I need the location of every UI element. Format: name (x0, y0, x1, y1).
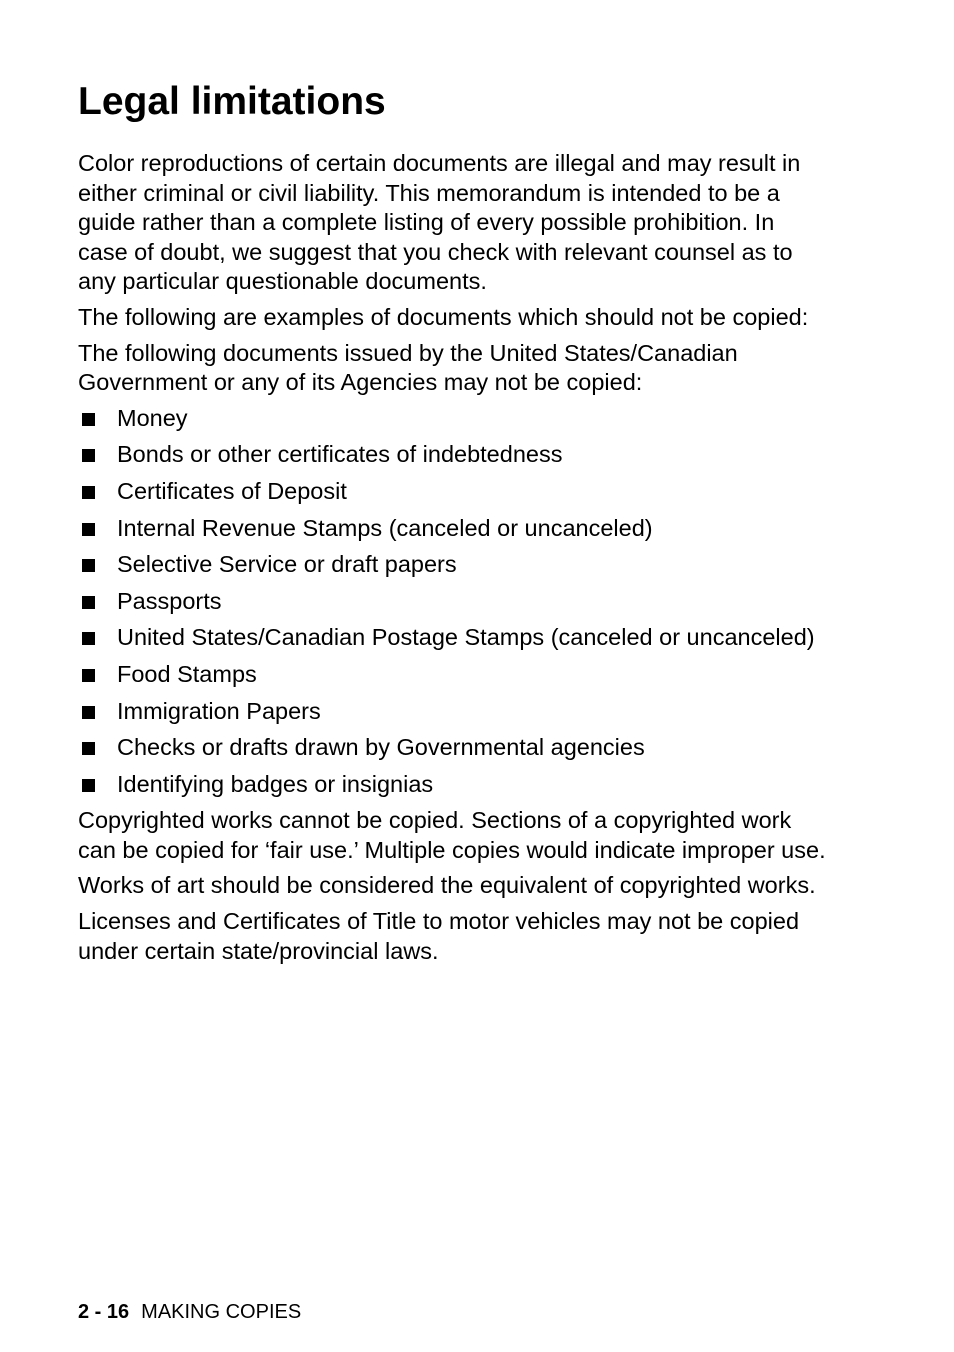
list-item (78, 623, 828, 653)
square-bullet-icon (82, 486, 95, 499)
paragraph-government: The following documents issued by the United States/Canadian Government or any of its Agencies may not be copied: (78, 339, 738, 396)
section-name: MAKING COPIES (141, 1301, 302, 1323)
square-bullet-icon (82, 742, 95, 755)
paragraph-works-of-art: Works of art should be considered the equivalent of copyrighted works. (78, 872, 816, 899)
square-bullet-icon (82, 559, 95, 572)
list-item-text: Internal Revenue Stamps (canceled or uncanceled) (117, 514, 653, 541)
list-item (78, 550, 828, 580)
list-item (78, 770, 828, 800)
list-item-text: Passports (117, 587, 222, 614)
list-item-text: Certificates of Deposit (117, 477, 347, 504)
page-content (78, 78, 828, 972)
paragraph-examples: The following are examples of documents which should not be copied: (78, 303, 809, 330)
list-item (78, 477, 828, 507)
list-item-text: Immigration Papers (117, 697, 321, 724)
paragraph-intro: Color reproductions of certain documents are illegal and may result in either criminal or civil liability. This memorandum is intended to be a guide rather than a complete listing of every possible prohibition. In case of doubt, we suggest that you check with relevant counsel as to any particular questionable documents. (78, 150, 801, 295)
list-item (78, 660, 828, 690)
list-item (78, 587, 828, 617)
list-item-text: Selective Service or draft papers (117, 551, 457, 578)
prohibited-documents-list (78, 404, 828, 800)
list-item (78, 440, 828, 470)
list-item (78, 404, 828, 434)
list-item-text: Bonds or other certificates of indebtedness (117, 441, 563, 468)
page-number: 2 - 16 (78, 1301, 130, 1323)
square-bullet-icon (82, 632, 95, 645)
square-bullet-icon (82, 596, 95, 609)
list-item (78, 514, 828, 544)
list-item-text: Money (117, 404, 188, 431)
page-title: Legal limitations (78, 80, 386, 123)
paragraph-licenses: Licenses and Certificates of Title to motor vehicles may not be copied under certain state/provincial laws. (78, 908, 800, 964)
square-bullet-icon (82, 779, 95, 792)
square-bullet-icon (82, 523, 95, 536)
list-item-text: Food Stamps (117, 660, 257, 687)
square-bullet-icon (82, 669, 95, 682)
list-item-text: Checks or drafts drawn by Governmental agencies (117, 734, 645, 761)
square-bullet-icon (82, 413, 95, 426)
list-item (78, 733, 828, 763)
paragraph-copyright: Copyrighted works cannot be copied. Sections of a copyrighted work can be copied for ‘fair use.’ Multiple copies would indicate improper use. (78, 807, 826, 863)
list-item (78, 697, 828, 727)
list-item-text: United States/Canadian Postage Stamps (canceled or uncanceled) (117, 624, 815, 651)
square-bullet-icon (82, 449, 95, 462)
square-bullet-icon (82, 706, 95, 719)
page-footer (78, 1300, 301, 1324)
list-item-text: Identifying badges or insignias (117, 770, 434, 797)
